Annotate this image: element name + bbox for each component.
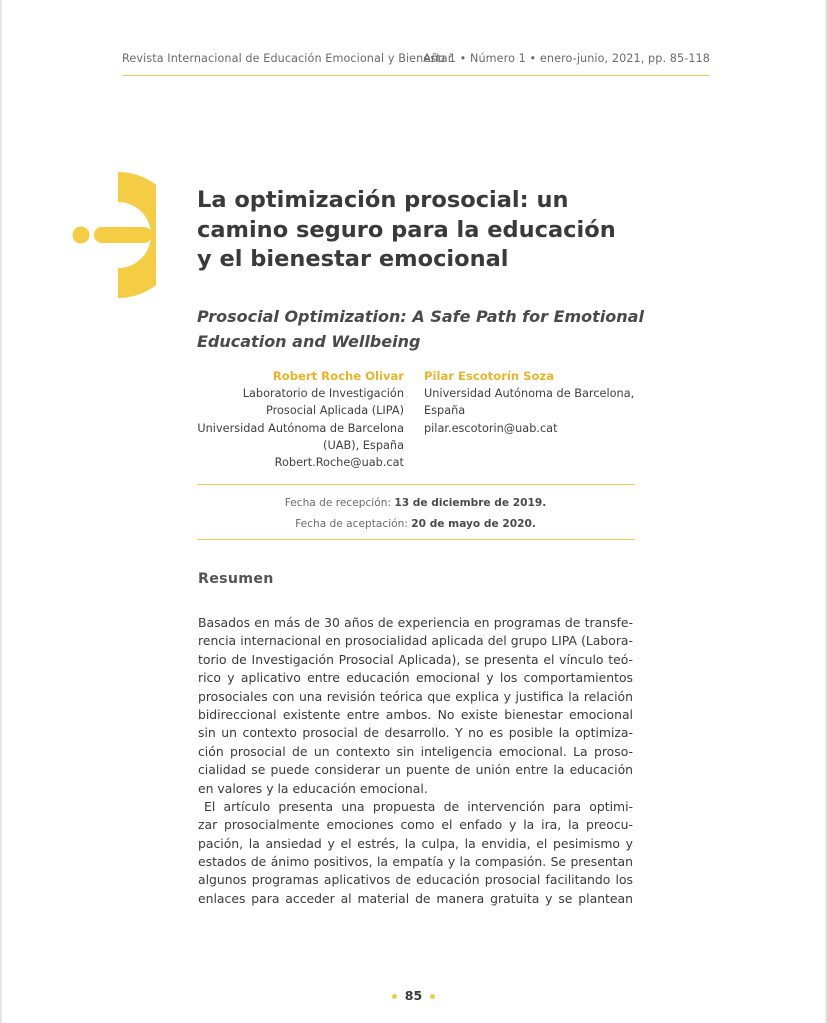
journal-logo-icon: [72, 172, 156, 298]
abstract-line: sin un contexto prosocial de desarrollo. Y no es posible la optimiza-: [198, 725, 633, 741]
abstract-line: rico y aplicativo entre educación emocional y los comportamientos: [198, 670, 633, 686]
author-affiliation: España: [424, 404, 466, 418]
dates-divider-top: [197, 484, 634, 485]
accepted-label: Fecha de aceptación:: [295, 517, 408, 530]
received-label: Fecha de recepción:: [284, 497, 391, 509]
title-line: y el bienestar emocional: [197, 246, 509, 272]
journal-name: Revista Internacional de Educación Emocional y Bienestar: [122, 52, 453, 65]
abstract-line: estados de ánimo positivos, la empatía y la compasión. Se presentan: [198, 854, 633, 870]
section-heading: Resumen: [198, 571, 274, 587]
title-line: camino seguro para la educación: [197, 216, 616, 243]
title-line: La optimización prosocial: un: [197, 187, 569, 213]
abstract-line: pación, la ansiedad y el estrés, la culpa, la envidia, el pesimismo y: [198, 835, 633, 851]
abstract-line: algunos programas aplicativos de educación prosocial facilitando los: [198, 872, 633, 888]
article-subtitle: [197, 304, 657, 354]
running-header: [122, 52, 710, 68]
article-dates: [197, 493, 634, 534]
abstract-line: prosociales con una revisión teórica que explica y justifica la relación: [198, 688, 633, 704]
abstract-line: zar prosocialmente emociones como el enfado y la ira, la preocu-: [198, 817, 633, 833]
abstract-body: [198, 614, 633, 908]
author-affiliation: Laboratorio de Investigación: [242, 387, 404, 401]
abstract-line: bidireccional existente entre ambos. No existe bienestar emocional: [198, 706, 633, 722]
received-date: [197, 493, 634, 514]
subtitle-line: Education and Wellbeing: [197, 332, 421, 351]
received-value: 13 de diciembre de 2019.: [394, 497, 547, 509]
author-affiliation: Prosocial Aplicada (LIPA): [266, 404, 404, 418]
header-divider: [122, 75, 710, 76]
issue-info: Año 1 • Número 1 • enero-junio, 2021, pp. 85-118: [423, 52, 710, 65]
author-affiliation: (UAB), España: [323, 438, 404, 452]
author-name: Robert Roche Olivar: [272, 369, 404, 383]
author-block-2: [424, 368, 644, 437]
abstract-line: cialidad se puede considerar un puente de unión entre la educación: [198, 762, 633, 778]
author-email[interactable]: Robert.Roche@uab.cat: [274, 456, 404, 470]
accepted-date: [197, 514, 634, 535]
abstract-line: rencia internacional en prosocialidad aplicada del grupo LIPA (Labora-: [198, 633, 633, 649]
bullet-dot-icon: [392, 994, 397, 999]
subtitle-line: Prosocial Optimization: A Safe Path for Emotional: [197, 307, 644, 326]
author-affiliation: Universidad Autónoma de Barcelona: [197, 421, 404, 435]
page-footer: [0, 988, 827, 1003]
abstract-line: ción prosocial de un contexto sin inteligencia emocional. La proso-: [198, 743, 633, 759]
abstract-line: Basados en más de 30 años de experiencia en programas de transfe-: [198, 615, 633, 630]
author-affiliation: Universidad Autónoma de Barcelona,: [424, 387, 635, 401]
abstract-line: enlaces para acceder al material de manera gratuita y se plantean: [198, 890, 633, 906]
author-email[interactable]: pilar.escotorin@uab.cat: [424, 421, 558, 435]
author-block-1: [196, 368, 404, 471]
accepted-value: 20 de mayo de 2020.: [411, 517, 536, 530]
dates-divider-bottom: [197, 539, 634, 540]
page-edge: [0, 0, 2, 1023]
abstract-line: en valores y la educación emocional.: [198, 780, 428, 796]
bullet-dot-icon: [430, 994, 435, 999]
abstract-line: El artículo presenta una propuesta de intervención para optimi-: [204, 798, 633, 814]
article-title: [197, 186, 667, 275]
author-name: Pilar Escotorín Soza: [424, 369, 555, 383]
abstract-line: torio de Investigación Prosocial Aplicada), se presenta el vínculo teó-: [198, 651, 633, 667]
page-number: 85: [404, 988, 423, 1003]
